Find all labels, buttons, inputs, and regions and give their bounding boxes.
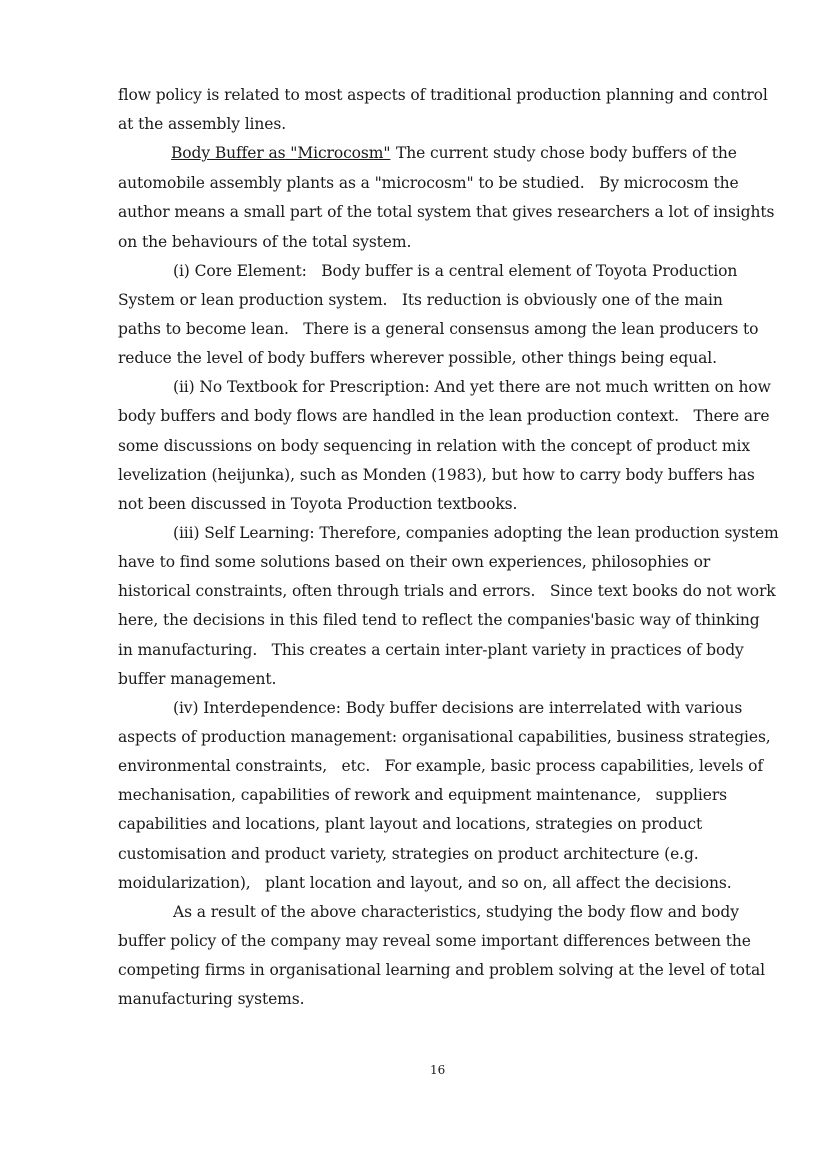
text-line: some discussions on body sequencing in relation with the concept of product mix (118, 437, 750, 455)
text-line: capabilities and locations, plant layout and locations, strategies on product (118, 815, 703, 833)
text-line: The current study chose body buffers of the (396, 144, 737, 162)
text-line: automobile assembly plants as a "microcosm" to be studied. By microcosm the (118, 174, 739, 192)
text-line: historical constraints, often through trials and errors. Since text books do not work (118, 582, 776, 600)
text-line: not been discussed in Toyota Production textbooks. (118, 495, 518, 513)
text-line: author means a small part of the total system that gives researchers a lot of insights (118, 203, 775, 221)
text-line: on the behaviours of the total system. (118, 233, 412, 251)
text-line: buffer management. (118, 670, 277, 688)
text-line: mechanisation, capabilities of rework and equipment maintenance, suppliers (118, 786, 728, 804)
page-number: 16 (430, 1063, 446, 1077)
text-line: competing firms in organisational learning and problem solving at the level of total (118, 961, 766, 979)
text-line: (ii) No Textbook for Prescription: And yet there are not much written on how (173, 378, 771, 396)
text-line: reduce the level of body buffers wherever possible, other things being equal. (118, 349, 717, 367)
text-line: buffer policy of the company may reveal some important differences between the (118, 932, 751, 950)
text-line: flow policy is related to most aspects of traditional production planning and control (118, 86, 768, 104)
text-line: System or lean production system. Its reduction is obviously one of the main (118, 291, 723, 309)
text-line: here, the decisions in this filed tend to reflect the companies'basic way of thinking (118, 611, 760, 629)
text-line: body buffers and body flows are handled in the lean production context. There are (118, 407, 770, 425)
text-line: (iv) Interdependence: Body buffer decisions are interrelated with various (173, 699, 743, 717)
text-line: levelization (heijunka), such as Monden (1983), but how to carry body buffers has (118, 466, 755, 484)
section-heading: Body Buffer as "Microcosm" (171, 144, 391, 162)
text-line: customisation and product variety, strategies on product architecture (e.g. (118, 845, 699, 863)
text-line: environmental constraints, etc. For example, basic process capabilities, levels of (118, 757, 764, 775)
text-line: at the assembly lines. (118, 115, 287, 133)
text-line: moidularization), plant location and layout, and so on, all affect the decisions. (118, 874, 732, 892)
text-line: (i) Core Element: Body buffer is a central element of Toyota Production (173, 262, 738, 280)
text-line: paths to become lean. There is a general consensus among the lean producers to (118, 320, 759, 338)
text-line: manufacturing systems. (118, 990, 305, 1008)
text-line: (iii) Self Learning: Therefore, companies adopting the lean production system (173, 524, 779, 542)
text-line: aspects of production management: organisational capabilities, business strategies, (118, 728, 771, 746)
text-line: have to find some solutions based on their own experiences, philosophies or (118, 553, 711, 571)
text-line: As a result of the above characteristics, studying the body flow and body (173, 903, 739, 921)
text-line: in manufacturing. This creates a certain inter-plant variety in practices of body (118, 641, 744, 659)
